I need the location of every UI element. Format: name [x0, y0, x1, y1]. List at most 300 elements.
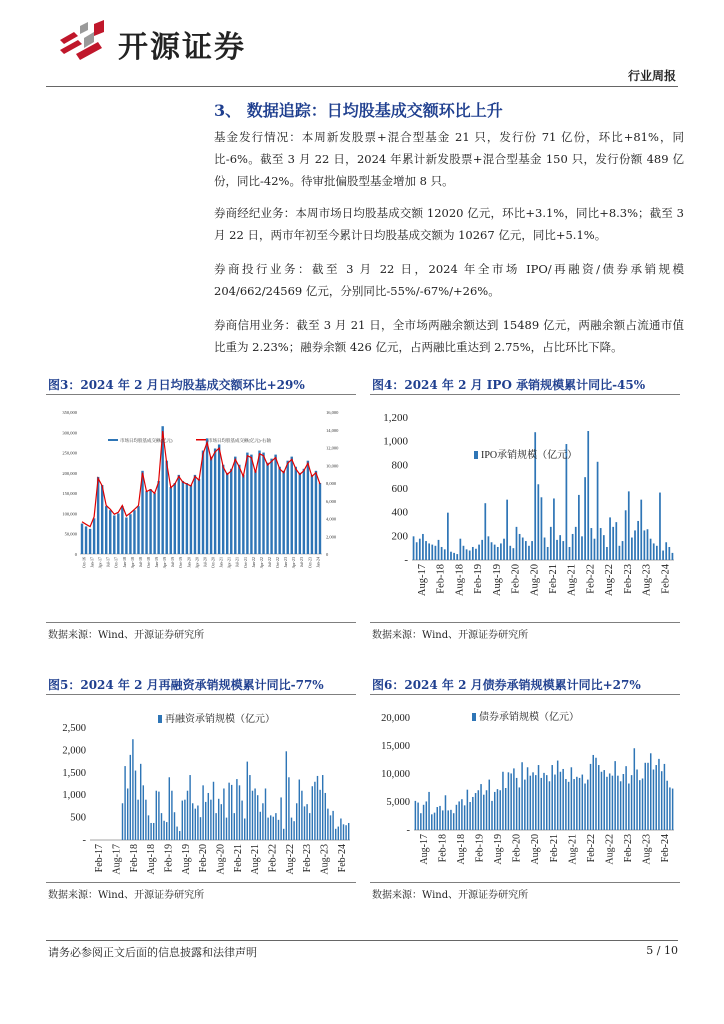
bar: [195, 809, 196, 840]
bar: [254, 788, 255, 840]
logo-mark-icon: [60, 20, 104, 60]
section-title: 3、 数据追踪：日均股基成交额环比上升: [214, 101, 503, 120]
x-tick-label: Oct-18: [145, 557, 151, 569]
fig6-rule: [370, 694, 680, 695]
bar: [497, 547, 499, 560]
bar: [133, 510, 135, 554]
bar: [238, 465, 240, 554]
bar: [301, 791, 302, 840]
bar: [234, 457, 236, 554]
x-tick-label: Feb-22: [585, 564, 597, 594]
x-tick-label: Jul-17: [105, 557, 111, 567]
bar: [218, 799, 219, 840]
bar: [184, 800, 185, 840]
bar: [606, 777, 608, 830]
bar: [469, 551, 471, 560]
bar: [270, 459, 272, 554]
x-tick-label: Apr-17: [97, 557, 103, 569]
bar: [568, 782, 570, 830]
bar: [472, 797, 474, 830]
x-tick-label: Aug-18: [146, 844, 158, 875]
bar: [584, 784, 586, 830]
bar: [571, 767, 573, 830]
bar: [428, 543, 430, 560]
bar: [202, 451, 204, 554]
bar: [631, 538, 633, 560]
bar: [636, 770, 638, 830]
y-left-tick-label: 350,000: [62, 410, 77, 415]
bar: [461, 799, 463, 830]
bar: [93, 518, 95, 554]
x-tick-label: Aug-20: [530, 834, 542, 865]
y-left-tick-label: 50,000: [64, 531, 77, 537]
bar: [661, 771, 663, 830]
x-tick-label: Oct-21: [242, 557, 248, 569]
bar: [489, 780, 491, 830]
bar: [223, 788, 224, 840]
bar: [145, 800, 146, 840]
bar: [488, 536, 490, 560]
bar: [258, 451, 260, 554]
y-right-tick-label: 0: [326, 552, 329, 557]
y-left-tick-label: 150,000: [62, 491, 77, 497]
bar: [267, 818, 268, 840]
bar: [516, 527, 518, 560]
bar: [513, 548, 515, 560]
x-tick-label: Jan-20: [186, 557, 192, 568]
bar: [456, 554, 458, 560]
bar: [486, 790, 488, 830]
bar: [283, 829, 284, 840]
header-divider: [46, 86, 678, 87]
x-tick-label: Aug-18: [454, 564, 466, 597]
y-left-tick-label: 100,000: [62, 511, 77, 517]
bar: [327, 809, 328, 840]
bar: [644, 530, 646, 560]
bar: [132, 739, 133, 840]
bar: [554, 775, 556, 830]
bar: [156, 791, 157, 840]
x-tick-label: Aug-23: [319, 844, 331, 875]
bar: [640, 500, 642, 560]
bar: [270, 815, 271, 840]
x-tick-label: Aug-19: [493, 834, 505, 865]
bar: [419, 539, 421, 560]
bar: [262, 803, 263, 840]
bar: [213, 782, 214, 840]
y-right-tick-label: 16,000: [326, 410, 339, 415]
bar: [603, 770, 605, 830]
bar: [581, 536, 583, 560]
bar: [478, 790, 480, 830]
y-tick-label: 2,000: [62, 745, 86, 757]
bar: [312, 786, 313, 840]
bar: [478, 545, 480, 560]
x-tick-label: Feb-23: [302, 844, 314, 873]
x-tick-label: Aug-18: [455, 834, 467, 865]
legend-swatch: [474, 451, 478, 459]
x-tick-label: Feb-24: [660, 564, 672, 594]
bar: [628, 491, 630, 560]
fig3-chart: [46, 398, 356, 618]
bar: [129, 514, 131, 554]
bar: [666, 781, 668, 830]
x-tick-label: Jan-22: [250, 557, 256, 568]
x-tick-label: Aug-23: [641, 834, 653, 865]
bar: [665, 542, 667, 560]
bar: [575, 527, 577, 560]
bar: [319, 790, 320, 840]
bar: [425, 541, 427, 560]
y-left-tick-label: 0: [74, 552, 77, 557]
fig5-rule-bottom: [46, 882, 356, 883]
legend-label: 再融资承销规模（亿元）: [165, 714, 275, 725]
bar: [439, 806, 441, 830]
bar: [205, 802, 206, 840]
x-tick-label: Jan-24: [315, 557, 321, 568]
bar: [182, 481, 184, 554]
fig4-chart: [370, 398, 680, 618]
x-tick-label: Feb-20: [510, 564, 522, 594]
legend-swatch: [108, 439, 118, 441]
bar: [541, 497, 543, 560]
y-tick-label: 1,500: [62, 767, 86, 779]
bar: [562, 769, 564, 830]
bar: [525, 541, 527, 560]
bar: [653, 770, 655, 830]
x-tick-label: Aug-21: [567, 834, 579, 865]
bar: [218, 444, 220, 554]
bar: [669, 787, 671, 830]
fig3-rule: [46, 394, 356, 395]
bar: [458, 801, 460, 830]
bar: [664, 764, 666, 830]
bar: [628, 784, 630, 830]
bar: [537, 484, 539, 560]
legend-swatch: [158, 715, 162, 723]
bar: [286, 751, 287, 840]
bar: [543, 773, 545, 830]
bar: [547, 547, 549, 560]
bar: [169, 777, 170, 840]
bar: [497, 789, 499, 830]
x-tick-label: Feb-24: [660, 834, 672, 863]
bar: [158, 792, 159, 840]
bar: [338, 827, 339, 840]
bar: [553, 498, 555, 560]
bar: [634, 748, 636, 830]
fig3-source: 数据来源：Wind、开源证券研究所: [48, 630, 205, 641]
bar: [437, 807, 439, 830]
bar: [566, 444, 568, 560]
bar: [551, 765, 553, 830]
bar: [625, 510, 627, 560]
bar: [426, 801, 428, 830]
bar: [508, 772, 510, 830]
bar: [598, 765, 600, 830]
paragraph-fund-issuance: 基金发行情况：本周新发股票+混合型基金 21 只，发行份 71 亿份，环比+81%，同比-6%。截至 3 月 22 日，2024 年累计新发股票+混合型基金 150 只，发行份额 489 亿份，同比-42%。待审批偏股型基金增加 8 只。: [214, 130, 684, 188]
bar: [560, 772, 562, 830]
bar: [149, 489, 151, 554]
bar: [442, 810, 444, 830]
x-tick-label: Aug-17: [111, 844, 123, 875]
bar: [266, 463, 268, 554]
x-tick-label: Oct-16: [81, 557, 87, 569]
bar: [206, 438, 208, 554]
bar: [623, 774, 625, 830]
bar: [174, 812, 175, 840]
bar: [348, 823, 349, 840]
x-tick-label: Oct-20: [210, 557, 216, 569]
y-left-tick-label: 250,000: [62, 450, 77, 456]
bar: [345, 825, 346, 840]
bar: [597, 462, 599, 560]
bar: [130, 755, 131, 840]
bar: [463, 546, 465, 560]
bar: [228, 783, 229, 840]
bar: [125, 517, 127, 554]
bar: [559, 535, 561, 560]
bar: [620, 781, 622, 830]
x-tick-label: Aug-22: [284, 844, 296, 875]
bar: [557, 761, 559, 830]
bar: [491, 542, 493, 560]
x-tick-label: Aug-17: [417, 564, 429, 597]
fig6-rule-bottom: [370, 882, 680, 883]
x-tick-label: Apr-19: [162, 557, 168, 569]
bar: [343, 824, 344, 840]
bar: [182, 801, 183, 840]
bar: [656, 546, 658, 560]
bar: [163, 821, 164, 840]
bar: [622, 541, 624, 560]
bar: [214, 449, 216, 554]
bar: [447, 513, 449, 560]
bar: [200, 817, 201, 840]
x-tick-label: Feb-21: [232, 844, 244, 873]
fig6-title: 图6：2024 年 2 月债券承销规模累计同比+27%: [372, 678, 641, 692]
bar: [593, 755, 595, 830]
bar: [541, 778, 543, 830]
bar: [303, 469, 305, 554]
x-tick-label: Feb-20: [511, 834, 523, 863]
x-tick-label: Feb-24: [336, 844, 348, 873]
bar: [594, 539, 596, 560]
bar: [265, 788, 266, 840]
bar: [127, 788, 128, 840]
bar: [299, 780, 300, 840]
x-tick-label: Apr-18: [129, 557, 135, 569]
bar: [179, 831, 180, 840]
bar: [306, 804, 307, 840]
bar: [647, 763, 649, 830]
bar: [483, 795, 485, 830]
bar: [307, 461, 309, 554]
bar: [85, 526, 87, 554]
bar: [252, 791, 253, 840]
x-tick-label: Aug-22: [604, 834, 616, 865]
bar: [246, 453, 248, 554]
bar: [572, 534, 574, 560]
bar: [187, 791, 188, 840]
x-tick-label: Aug-20: [215, 844, 227, 875]
bar: [467, 790, 469, 830]
bar: [494, 792, 496, 830]
bar: [171, 791, 172, 840]
bar: [262, 453, 264, 554]
bar: [325, 793, 326, 840]
bar: [469, 802, 471, 830]
bar: [174, 483, 176, 554]
fig5-rule: [46, 694, 356, 695]
bar: [549, 781, 551, 830]
bar: [197, 806, 198, 840]
y-tick-label: -: [82, 835, 86, 846]
y-tick-label: -: [404, 554, 408, 566]
x-tick-label: Feb-18: [437, 834, 449, 863]
bar: [192, 803, 193, 840]
footer-disclaimer: 请务必参阅正文后面的信息披露和法律声明: [48, 946, 257, 959]
bar: [135, 771, 136, 840]
bar: [538, 765, 540, 830]
bar: [215, 813, 216, 840]
bar: [166, 822, 167, 840]
x-tick-label: Feb-17: [94, 844, 106, 873]
fig4-title: 图4：2024 年 2 月 IPO 承销规模累计同比-45%: [372, 378, 646, 392]
bar: [275, 813, 276, 840]
y-tick-label: 15,000: [381, 741, 410, 752]
legend-label: IPO承销规模（亿元）: [481, 450, 578, 461]
bar: [569, 547, 571, 560]
bar: [241, 801, 242, 840]
y-tick-label: 800: [391, 459, 408, 472]
bar: [145, 491, 147, 554]
bar: [257, 795, 258, 840]
y-tick-label: 600: [391, 483, 408, 495]
bar: [226, 473, 228, 554]
bar: [434, 813, 436, 830]
x-tick-label: Feb-19: [163, 844, 175, 873]
bar: [647, 529, 649, 560]
bar: [531, 541, 533, 560]
bar: [105, 506, 107, 554]
x-tick-label: Jan-18: [121, 557, 127, 568]
y-tick-label: 20,000: [381, 713, 410, 724]
bar: [544, 538, 546, 560]
bar: [314, 782, 315, 840]
bar: [672, 553, 674, 560]
y-right-tick-label: 6,000: [326, 498, 337, 504]
bar: [296, 803, 297, 840]
bar: [500, 543, 502, 560]
fig5-chart: [46, 698, 356, 880]
bar: [530, 776, 532, 830]
bar: [293, 821, 294, 840]
bar: [503, 539, 505, 560]
bar: [672, 789, 674, 830]
bar: [556, 540, 558, 560]
bar: [190, 485, 192, 554]
bar: [194, 475, 196, 554]
bar: [450, 552, 452, 560]
bar: [186, 483, 188, 554]
bar: [335, 829, 336, 840]
bar: [247, 762, 248, 840]
bar: [311, 475, 313, 554]
y-tick-label: 10,000: [381, 769, 410, 780]
bar: [650, 753, 652, 830]
y-tick-label: 400: [391, 506, 408, 519]
x-tick-label: Oct-17: [113, 557, 119, 569]
fig6-chart: [370, 698, 680, 880]
bar: [417, 803, 419, 830]
bar: [309, 813, 310, 840]
y-right-tick-label: 14,000: [326, 427, 339, 433]
bar: [295, 467, 297, 554]
bar: [422, 534, 424, 560]
bar: [576, 777, 578, 830]
fig4-rule-bottom: [370, 622, 680, 623]
x-tick-label: Jul-23: [299, 557, 305, 567]
bar: [475, 549, 477, 560]
bar: [280, 797, 281, 840]
bar: [650, 539, 652, 560]
bar: [453, 553, 455, 560]
paragraph-brokerage: 券商经纪业务：本周市场日均股基成交额 12020 亿元，环比+3.1%，同比+8.3%；截至 3 月 22 日，两市年初至今累计日均股基成交额为 10267 亿元，同比+5.1%。: [214, 206, 684, 242]
x-tick-label: Oct-19: [178, 557, 184, 569]
bar: [226, 818, 227, 840]
bar: [472, 547, 474, 560]
x-tick-label: Apr-23: [291, 557, 297, 569]
x-tick-label: Feb-22: [585, 834, 597, 863]
y-right-tick-label: 4,000: [326, 516, 337, 522]
bar: [614, 761, 616, 830]
y-tick-label: -: [406, 825, 410, 836]
bar: [612, 776, 614, 830]
bar: [117, 513, 119, 554]
bar: [655, 765, 657, 830]
fig4-rule: [370, 394, 680, 395]
bar: [481, 540, 483, 560]
bar: [239, 785, 240, 840]
bar: [435, 546, 437, 560]
bar: [431, 814, 433, 830]
legend-label: 市场日均股基成交额(亿元): [120, 438, 173, 443]
bar: [668, 547, 670, 560]
bar: [480, 784, 482, 830]
bar: [513, 768, 515, 830]
bar: [475, 793, 477, 830]
x-tick-label: Feb-21: [548, 564, 560, 594]
bar: [579, 778, 581, 830]
bar: [499, 790, 501, 830]
bar: [601, 772, 603, 830]
bar: [121, 506, 123, 554]
x-tick-label: Apr-22: [258, 557, 264, 569]
bar: [639, 780, 641, 830]
bar: [527, 767, 529, 830]
bar: [260, 812, 261, 840]
x-tick-label: Jul-20: [202, 557, 208, 567]
fig3-title: 图3：2024 年 2 月日均股基成交额环比+29%: [48, 378, 305, 392]
bar: [273, 817, 274, 840]
bar: [210, 800, 211, 840]
fig5-title: 图5：2024 年 2 月再融资承销规模累计同比-77%: [48, 678, 324, 692]
report-type-tag: 行业周报: [627, 69, 676, 83]
x-tick-label: Feb-18: [128, 844, 140, 873]
y-tick-label: 1,000: [383, 435, 408, 448]
x-tick-label: Feb-20: [198, 844, 210, 873]
